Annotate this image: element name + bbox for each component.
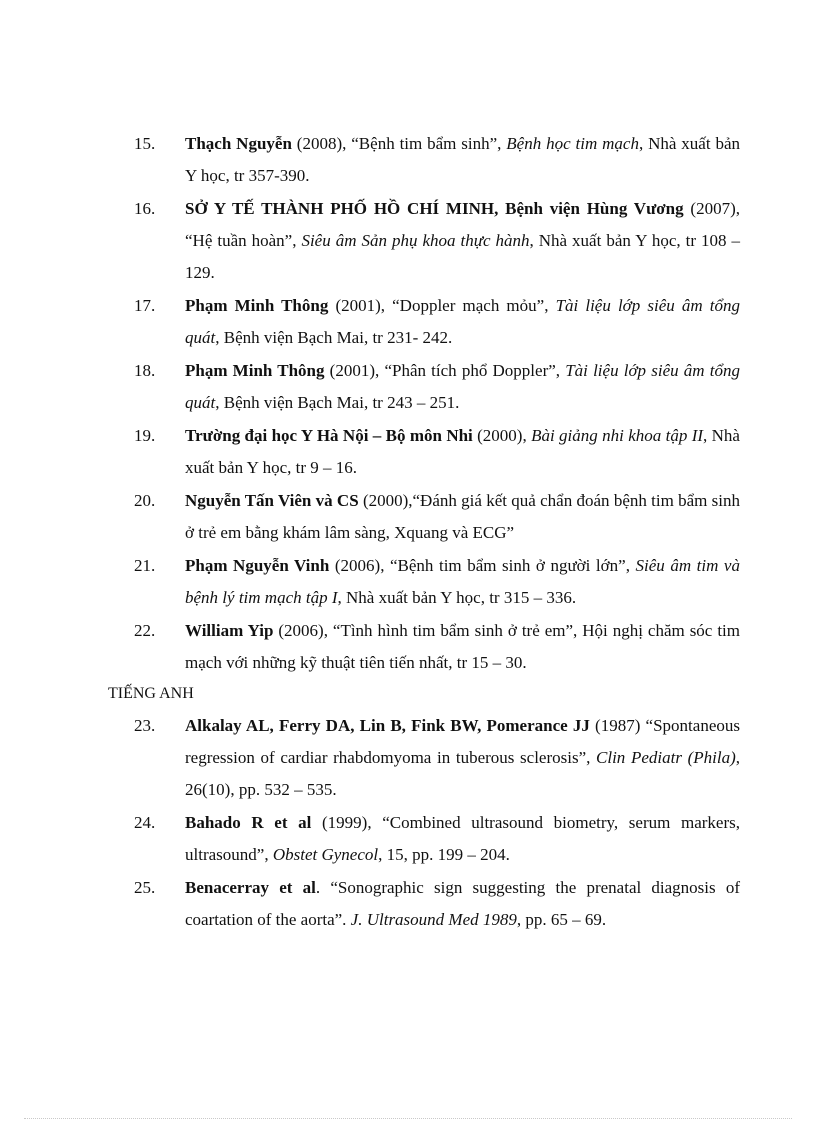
reference-item [108,710,740,806]
reference-text [185,807,740,871]
reference-text [185,550,740,614]
reference-details: , Nhà xuất bản Y học, tr 315 – 336. [337,588,577,607]
reference-title: (2001), “Doppler mạch mỏu”, [328,296,556,315]
reference-number: 15. [134,134,156,153]
reference-source: Clin Pediatr (Phila) [596,748,736,767]
reference-title: (2006), “Bệnh tim bẩm sinh ở người lớn”, [329,556,636,575]
reference-number: 25. [134,878,156,897]
reference-title: (1987) “Spontaneous regression of cardiar rhabdomyoma in tuberous sclerosis”, [185,716,740,767]
reference-text [185,710,740,806]
reference-authors: SỞ Y TẾ THÀNH PHỐ HỒ CHÍ MINH, Bệnh viện Hùng Vương [185,199,684,218]
reference-title: . “Sonographic sign suggesting the prenatal diagnosis of coartation of the aorta”. [185,878,741,929]
reference-title: (2008), “Bệnh tim bẩm sinh”, [291,134,507,153]
reference-title: (2007), “Hệ tuần hoàn”, [185,199,740,250]
reference-number: 20. [134,491,156,510]
reference-title: (2000), [472,426,532,445]
page-bottom-divider [24,1118,792,1119]
reference-number: 22. [134,621,156,640]
reference-text [185,872,740,936]
reference-number: 16. [134,199,156,218]
reference-authors: Trường đại học Y Hà Nội – Bộ môn Nhi [185,426,473,445]
reference-details: , Nhà xuất bản Y học, tr 9 – 16. [185,426,740,477]
section-heading-english: TIẾNG ANH [108,685,194,702]
reference-number: 19. [134,426,156,445]
reference-details: , Nhà xuất bản Y học, tr 357-390. [185,134,741,185]
reference-authors: Bahado R et al [185,813,312,832]
reference-item [108,550,740,614]
reference-source: Bệnh học tim mạch [506,134,639,153]
reference-text [185,193,740,289]
reference-number: 18. [134,361,156,380]
reference-number: 17. [134,296,156,315]
reference-source: Tài liệu lớp siêu âm tổng quát [185,361,740,412]
reference-text [185,290,740,354]
reference-title: (2006), “Tình hình tim bẩm sinh ở trẻ em”, Hội nghị chăm sóc tim mạch với những kỹ thuật tiên tiến nhất, tr 15 – 30. [185,621,740,672]
reference-title: (1999), “Combined ultrasound biometry, serum markers, ultrasound”, [185,813,740,864]
reference-source: Bài giảng nhi khoa tập II [531,426,704,445]
reference-source: Siêu âm Sản phụ khoa thực hành [301,231,530,250]
reference-text [185,485,740,549]
reference-item [108,355,740,419]
reference-item [108,485,740,549]
reference-item [108,128,740,192]
reference-source: Siêu âm tim và bệnh lý tim mạch tập I [185,556,740,607]
reference-authors: Benacerray et al [185,878,316,897]
reference-title: (2000),“Đánh giá kết quả chẩn đoán bệnh tim bẩm sinh ở trẻ em bằng khám lâm sàng, Xquang và ECG” [185,491,740,542]
reference-source: J. Ultrasound Med 1989 [350,910,517,929]
reference-source: Tài liệu lớp siêu âm tổng quát [185,296,740,347]
reference-authors: Phạm Nguyễn Vinh [185,556,330,575]
reference-authors: Phạm Minh Thông [185,361,325,380]
reference-text [185,355,740,419]
reference-details: , 26(10), pp. 532 – 535. [185,748,740,799]
reference-item [108,290,740,354]
reference-item [108,420,740,484]
reference-authors: Nguyễn Tấn Viên và CS [185,491,359,510]
reference-list [108,128,740,937]
reference-item [108,193,740,289]
reference-details: , Nhà xuất bản Y học, tr 108 – 129. [185,231,740,282]
reference-details: , Bệnh viện Bạch Mai, tr 231- 242. [215,328,453,347]
reference-text [185,615,740,679]
reference-title: (2001), “Phân tích phổ Doppler”, [324,361,566,380]
reference-details: , Bệnh viện Bạch Mai, tr 243 – 251. [215,393,460,412]
reference-authors: Alkalay AL, Ferry DA, Lin B, Fink BW, Pomerance JJ [185,716,590,735]
reference-item [108,807,740,871]
reference-details: , pp. 65 – 69. [516,910,607,929]
reference-authors: Thạch Nguyễn [185,134,292,153]
reference-number: 21. [134,556,156,575]
reference-text [185,128,740,192]
reference-number: 24. [134,813,156,832]
reference-text [185,420,740,484]
reference-number: 23. [134,716,156,735]
reference-authors: Phạm Minh Thông [185,296,329,315]
reference-details: , 15, pp. 199 – 204. [378,845,510,864]
reference-authors: William Yip [185,621,274,640]
reference-item [108,615,740,679]
reference-item [108,872,740,936]
reference-source: Obstet Gynecol [272,845,379,864]
